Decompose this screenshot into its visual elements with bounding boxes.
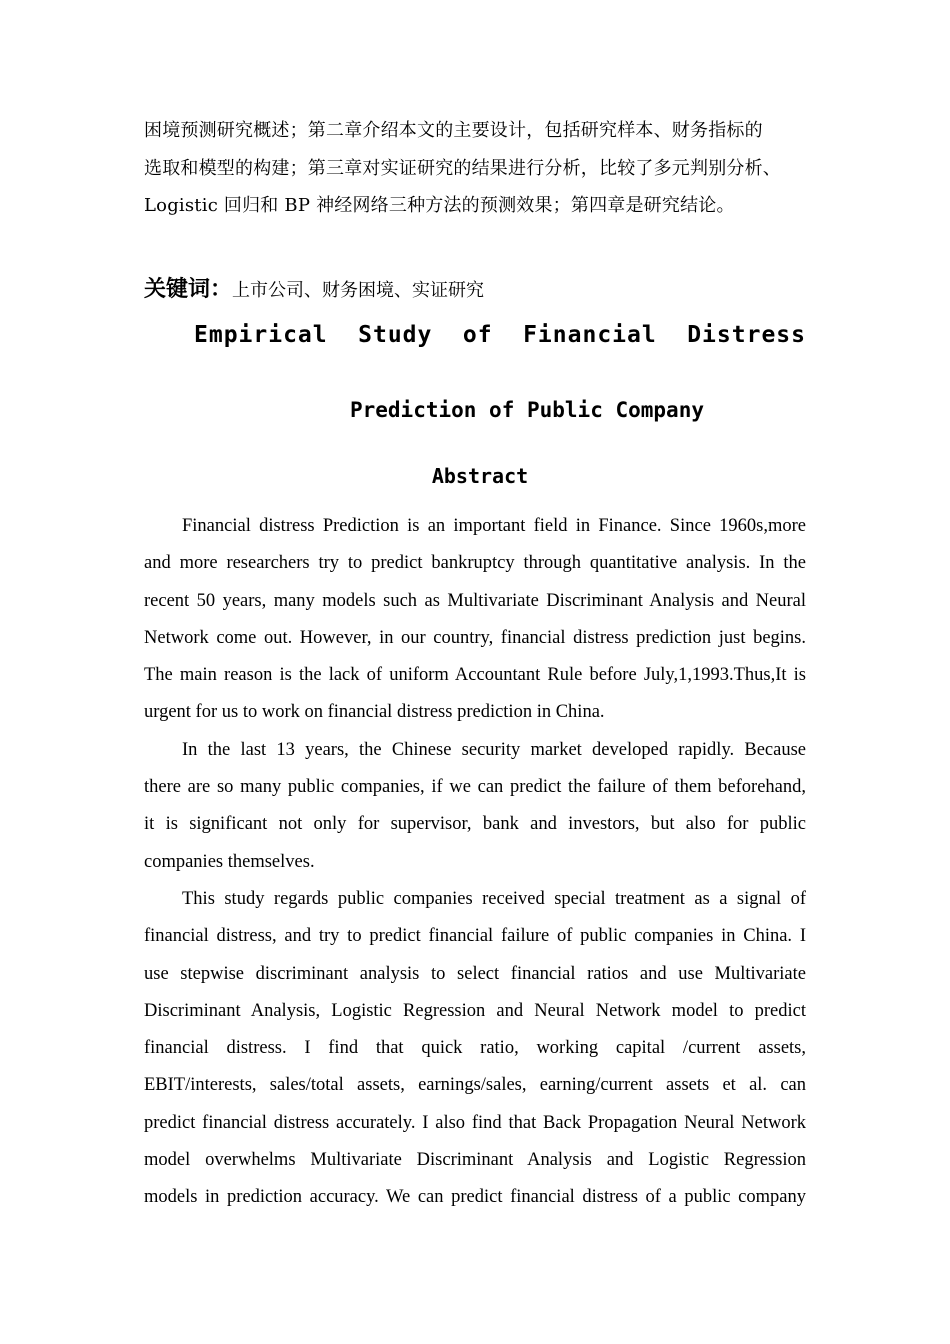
chinese-line: 困境预测研究概述；第二章介绍本文的主要设计，包括研究样本、财务指标的 <box>144 120 763 141</box>
abstract-line: financial distress. I find that quick ratio, working capital /current assets, <box>144 1038 806 1059</box>
abstract-line: recent 50 years, many models such as Multivariate Discriminant Analysis and Neural <box>144 590 806 611</box>
title-word: Distress <box>687 322 806 348</box>
english-title-line-2: Prediction of Public Company <box>349 398 704 422</box>
chinese-line: Logistic 回归和 BP 神经网络三种方法的预测效果；第四章是研究结论。 <box>144 195 735 216</box>
abstract-line: models in prediction accuracy. We can predict financial distress of a public company <box>144 1187 806 1208</box>
abstract-line: predict financial distress accurately. I also find that Back Propagation Neural Network <box>144 1112 806 1133</box>
keywords-line <box>144 272 484 303</box>
title-word: of <box>462 322 493 348</box>
abstract-line: model overwhelms Multivariate Discriminant Analysis and Logistic Regression <box>144 1150 806 1171</box>
abstract-line: Discriminant Analysis, Logistic Regression and Neural Network model to predict <box>144 1000 806 1021</box>
chinese-paragraph <box>144 112 808 225</box>
title-word: Financial <box>523 322 657 348</box>
title-word: Study <box>358 322 433 348</box>
abstract-line: and more researchers try to predict bankruptcy through quantitative analysis. In the <box>144 553 806 574</box>
abstract-body <box>144 508 806 1217</box>
abstract-line: In the last 13 years, the Chinese security market developed rapidly. Because <box>182 739 806 760</box>
chinese-line: 选取和模型的构建；第三章对实证研究的结果进行分析，比较了多元判别分析、 <box>144 157 781 179</box>
keywords-value: 上市公司、财务困境、实证研究 <box>232 280 485 301</box>
english-title-line-1 <box>194 322 806 348</box>
abstract-line: Network come out. However, in our country, financial distress prediction just begins. <box>144 627 806 648</box>
abstract-line: Financial distress Prediction is an important field in Finance. Since 1960s,more <box>182 516 806 536</box>
abstract-heading: Abstract <box>431 464 529 488</box>
abstract-line: The main reason is the lack of uniform Accountant Rule before July,1,1993.Thus,It is <box>144 665 806 686</box>
abstract-line: financial distress, and try to predict financial failure of public companies in China. I <box>144 926 806 947</box>
abstract-line: urgent for us to work on financial distress prediction in China. <box>144 702 605 723</box>
abstract-line: companies themselves. <box>144 851 315 872</box>
abstract-line: This study regards public companies received special treatment as a signal of <box>182 888 806 909</box>
abstract-line: it is significant not only for supervisor, bank and investors, but also for public <box>144 814 806 835</box>
abstract-line: EBIT/interests, sales/total assets, earnings/sales, earning/current assets et al. can <box>144 1075 806 1096</box>
abstract-line: there are so many public companies, if we can predict the failure of them beforehand, <box>144 777 806 798</box>
keywords-label: 关键词： <box>144 277 233 302</box>
title-word: Empirical <box>194 322 328 348</box>
abstract-line: use stepwise discriminant analysis to select financial ratios and use Multivariate <box>144 963 806 984</box>
